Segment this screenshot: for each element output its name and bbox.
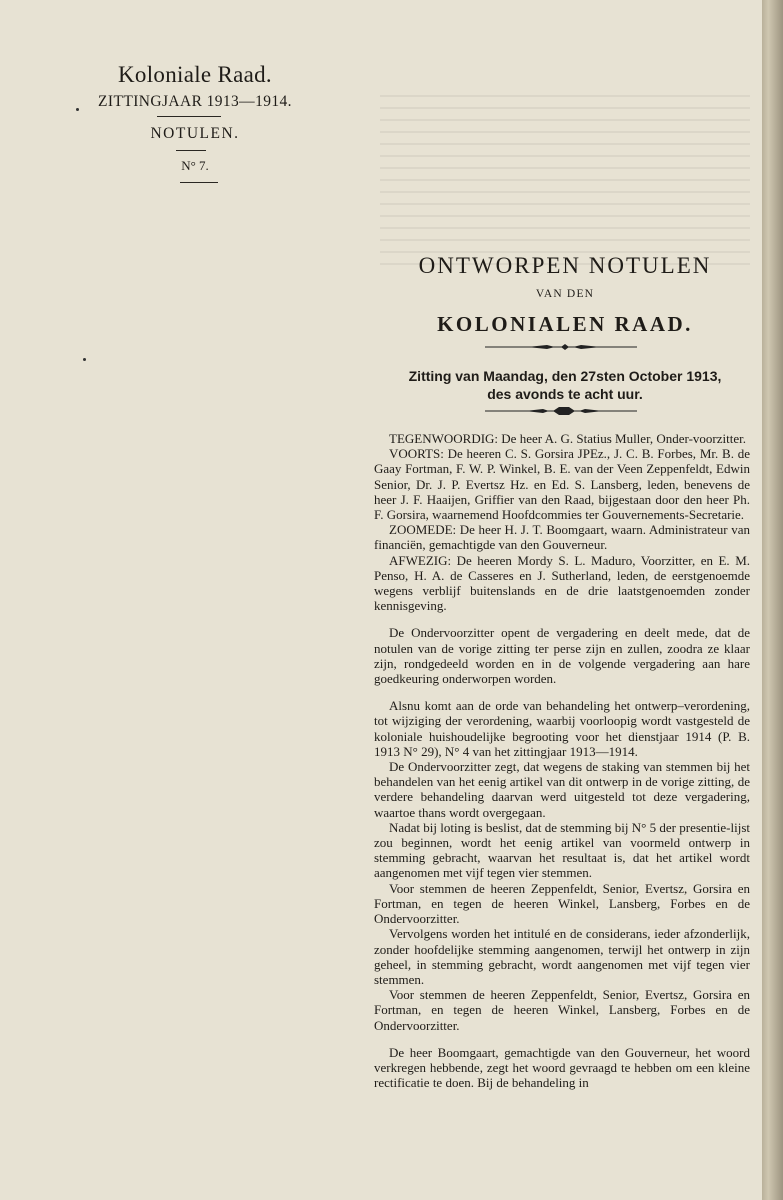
paragraph-tegenwoordig: TEGENWOORDIG: De heer A. G. Statius Muller, Onder-voorzitter. bbox=[389, 431, 746, 446]
session-info bbox=[380, 367, 750, 403]
paragraph-loting: Nadat bij loting is beslist, dat de stemming bij N° 5 der presentie-lijst zou beginnen, wordt het eenig artikel van voormeld ontwerp in stemming gebracht, waarvan het resultaat is, dat het artikel wordt aangenomen met vijf tegen vier stemmen. bbox=[374, 819, 750, 881]
paragraph-votes-2: Voor stemmen de heeren Zeppenfeldt, Senior, Evertsz, Gorsira en Fortman, en tegen de heeren Winkel, Lansberg, Forbes en de Ondervoorzitter. bbox=[374, 987, 750, 1033]
notulen-label: NOTULEN. bbox=[150, 125, 240, 142]
masthead-rule-3 bbox=[180, 182, 218, 183]
paragraph-afwezig: AFWEZIG: De heeren Mordy S. L. Maduro, Voorzitter, en E. M. Penso, H. A. de Casseres en J. Sutherland, leden, de eerstgenoemde wegens verblijf buitenslands en de drie laatstgenoemden zonder kennisgeving. bbox=[374, 552, 750, 614]
heading-raad: KOLONIALEN RAAD. bbox=[437, 312, 693, 336]
minutes-body bbox=[374, 431, 750, 1090]
paragraph-zoomede: ZOOMEDE: De heer H. J. T. Boomgaart, waarn. Administrateur van financiën, gemachtigde van den Gouverneur. bbox=[374, 522, 750, 553]
masthead-rule-2 bbox=[176, 150, 206, 151]
paragraph-intitule: Vervolgens worden het intitulé en de considerans, ieder afzonderlijk, zonder hoofdelijke stemming aangenomen, terwijl het ontwerp in zijn geheel, in stemming gebracht, wordt aangenomen met vijf tegen vier stemmen. bbox=[374, 926, 750, 987]
session-line-2: des avonds te acht uur. bbox=[487, 386, 643, 402]
issue-number: N° 7. bbox=[181, 158, 209, 173]
session-year: ZITTINGJAAR 1913—1914. bbox=[98, 93, 292, 110]
session-line-1: Zitting van Maandag, den 27sten October 1913, bbox=[408, 368, 722, 384]
paragraph-opening: De Ondervoorzitter opent de vergadering en deelt mede, dat de notulen van de vorige zitting ter perse zijn en zullen, zoodra ze klaar zijn, rondgedeeld worden en in de volgende vergadering aan hare goedkeuring onderworpen worden. bbox=[374, 625, 750, 687]
paragraph-votes-1: Voor stemmen de heeren Zeppenfeldt, Senior, Evertsz, Gorsira en Fortman, en tegen de heeren Winkel, Lansberg, Forbes en de Ondervoorzitter. bbox=[374, 880, 750, 927]
paragraph-voorts: VOORTS: De heeren C. S. Gorsira JPEz., J. C. B. Forbes, Mr. B. de Gaay Fortman, F. W. P. Winkel, B. E. van der Veen Zeppenfeldt, Edwin Senior, Dr. J. P. Evertsz Hz. en Ed. S. Lansberg, leden, benevens de heer J. F. Haaijen, Griffier van den Raad, bijgestaan door den heer Ph. F. Gorsira, waarnemend Hoofdcommies ter Gouvernements-Secretarie. bbox=[374, 446, 750, 523]
page-binding-edge bbox=[762, 0, 783, 1200]
document-heading: ONTWORPEN NOTULEN bbox=[418, 253, 712, 278]
ornament-divider-1 bbox=[375, 340, 755, 354]
masthead-rule-1 bbox=[157, 116, 221, 117]
masthead-title: Koloniale Raad. bbox=[118, 62, 272, 87]
paragraph-staking: De Ondervoorzitter zegt, dat wegens de staking van stemmen bij het behandelen van het eenig artikel van dit ontwerp in de vorige zitting, de verdere behandeling daarvan werd uitgesteld tot deze vergadering, waartoe thans wordt overgegaan. bbox=[374, 759, 750, 820]
ornament-divider-2 bbox=[375, 404, 755, 418]
paragraph-agenda: Alsnu komt aan de orde van behandeling het ontwerp–verordening, tot wijziging der verordening, waarbij voorloopig wordt vastgesteld de koloniale huishoudelijke begrooting voor het dienstjaar 1914 (P. B. 1913 N° 29), N° 4 van het zittingjaar 1913—1914. bbox=[374, 698, 750, 759]
paragraph-boomgaart: De heer Boomgaart, gemachtigde van den Gouverneur, het woord verkregen hebbende, zegt het woord gevraagd te hebben om een kleine rectificatie te doen. Bij de behandeling in bbox=[374, 1044, 750, 1091]
heading-van-den: VAN DEN bbox=[535, 288, 595, 300]
ink-speck bbox=[83, 358, 86, 361]
